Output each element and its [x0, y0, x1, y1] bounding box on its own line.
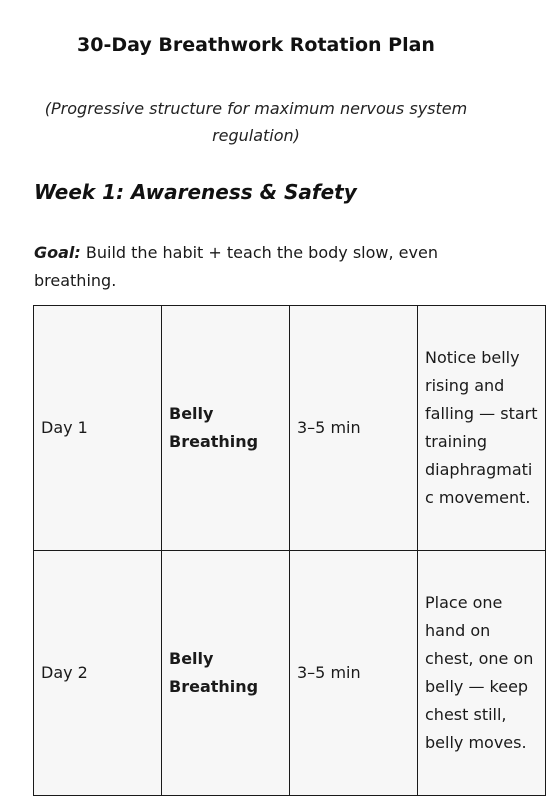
page-subtitle: (Progressive structure for maximum nervous system regulation)	[44, 99, 468, 145]
table-row	[34, 306, 546, 551]
day-cell: Day 1	[34, 306, 162, 551]
notes-cell: Place one hand on chest, one on belly — keep chest still, belly moves.	[418, 551, 546, 796]
plan-table	[33, 305, 546, 796]
goal-label: Goal:	[34, 243, 81, 262]
duration-cell: 3–5 min	[290, 306, 418, 551]
table-row	[34, 551, 546, 796]
practice-cell: Belly Breathing	[162, 551, 290, 796]
duration-cell: 3–5 min	[290, 551, 418, 796]
week-goal	[34, 239, 484, 295]
practice-cell: Belly Breathing	[162, 306, 290, 551]
week-heading: Week 1: Awareness & Safety	[34, 180, 357, 204]
goal-text: Build the habit + teach the body slow, even breathing.	[34, 243, 438, 290]
notes-cell: Notice belly rising and falling — start training diaphragmatic movement.	[418, 306, 546, 551]
day-cell: Day 2	[34, 551, 162, 796]
page-title: 30-Day Breathwork Rotation Plan	[77, 34, 435, 56]
